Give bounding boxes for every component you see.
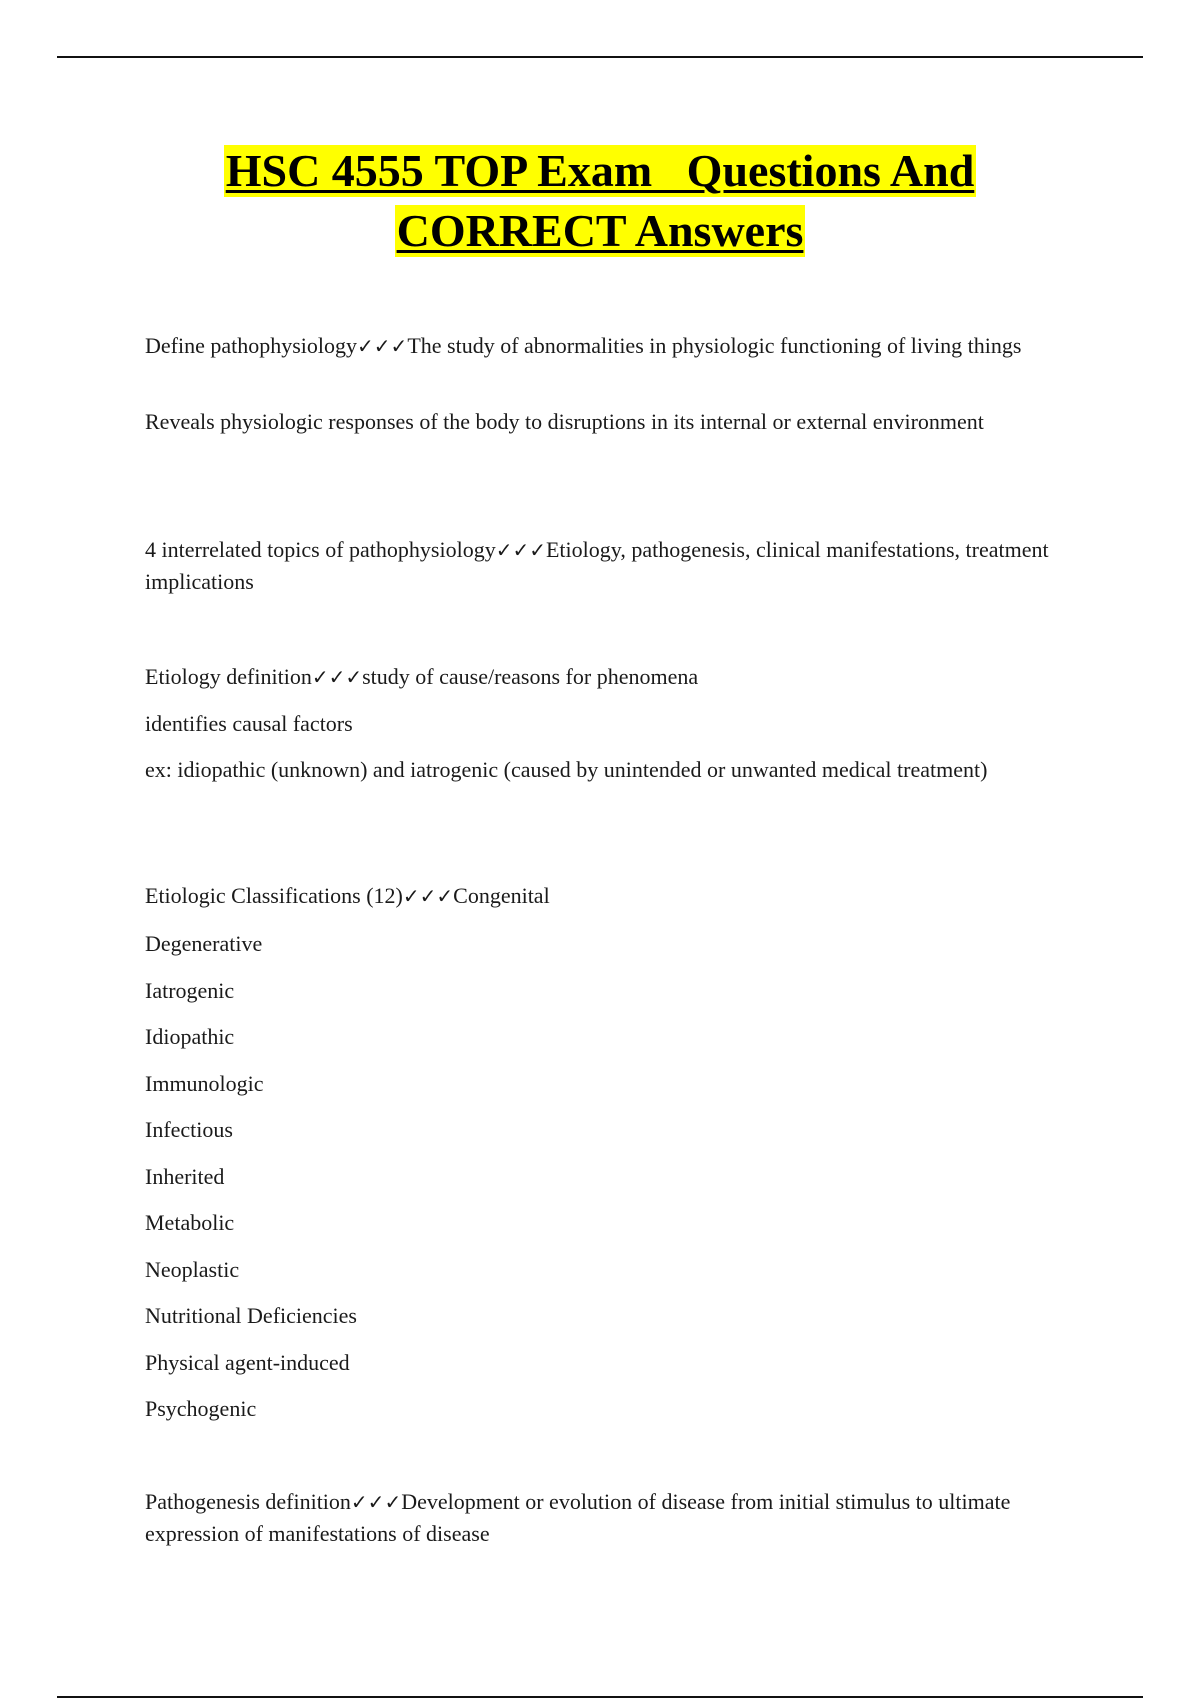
checkmark-icon: ✓✓✓ bbox=[402, 884, 454, 908]
answer-text: Etiology, pathogenesis, clinical manifestations, treatment implications bbox=[145, 537, 1049, 594]
list-item bbox=[145, 1300, 1065, 1331]
checkmark-icon: ✓✓✓ bbox=[311, 665, 363, 689]
list-item bbox=[145, 1347, 1065, 1378]
document-title bbox=[0, 145, 1200, 257]
question-text: Etiology definition bbox=[145, 664, 312, 689]
list-item bbox=[145, 1393, 1065, 1424]
answer-text: Congenital bbox=[453, 883, 550, 908]
answer-line bbox=[145, 754, 1065, 785]
list-item bbox=[145, 1254, 1065, 1285]
checkmark-icon: ✓✓✓ bbox=[357, 334, 408, 358]
list-item-text: Infectious bbox=[145, 1117, 233, 1142]
qa-entry bbox=[145, 880, 1065, 912]
list-item bbox=[145, 1207, 1065, 1238]
answer-text: The study of abnormalities in physiologic functioning of living things bbox=[407, 333, 1022, 358]
list-item-text: Idiopathic bbox=[145, 1024, 235, 1049]
answer-line-text: identifies causal factors bbox=[145, 711, 353, 736]
list-item-text: Psychogenic bbox=[145, 1396, 257, 1421]
answer-text: Development or evolution of disease from initial stimulus to ultimate expression of manifestations of disease bbox=[145, 1489, 1011, 1546]
question-text: Etiologic Classifications (12) bbox=[145, 883, 403, 908]
answer-line bbox=[145, 406, 1065, 437]
list-item-text: Metabolic bbox=[145, 1210, 235, 1235]
top-rule bbox=[57, 56, 1143, 58]
checkmark-icon: ✓✓✓ bbox=[350, 1490, 402, 1514]
list-item-text: Immunologic bbox=[145, 1071, 264, 1096]
list-item-text: Inherited bbox=[145, 1164, 225, 1189]
list-item-text: Neoplastic bbox=[145, 1257, 240, 1282]
list-item bbox=[145, 928, 1065, 959]
list-item-text: Nutritional Deficiencies bbox=[145, 1303, 357, 1328]
qa-entry bbox=[145, 534, 1065, 597]
title-line-2: CORRECT Answers bbox=[396, 205, 804, 256]
list-item bbox=[145, 975, 1065, 1006]
list-item bbox=[145, 1161, 1065, 1192]
bottom-rule bbox=[57, 1696, 1143, 1698]
question-text: Define pathophysiology bbox=[145, 333, 358, 358]
qa-entry bbox=[145, 661, 1065, 693]
answer-line-text: Reveals physiologic responses of the body to disruptions in its internal or external environment bbox=[145, 409, 984, 434]
question-text: 4 interrelated topics of pathophysiology bbox=[145, 537, 496, 562]
checkmark-icon: ✓✓✓ bbox=[495, 538, 546, 562]
answer-line bbox=[145, 708, 1065, 739]
qa-entry bbox=[145, 1486, 1065, 1549]
question-text: Pathogenesis definition bbox=[145, 1489, 351, 1514]
list-item bbox=[145, 1021, 1065, 1052]
list-item bbox=[145, 1114, 1065, 1145]
title-line-1: HSC 4555 TOP Exam Questions And bbox=[225, 145, 975, 196]
list-item bbox=[145, 1068, 1065, 1099]
list-item-text: Iatrogenic bbox=[145, 978, 235, 1003]
list-item-text: Degenerative bbox=[145, 931, 263, 956]
list-item-text: Physical agent-induced bbox=[145, 1350, 350, 1375]
qa-entry bbox=[145, 330, 1065, 362]
answer-text: study of cause/reasons for phenomena bbox=[362, 664, 699, 689]
answer-line-text: ex: idiopathic (unknown) and iatrogenic (caused by unintended or unwanted medical treatment) bbox=[145, 757, 988, 782]
